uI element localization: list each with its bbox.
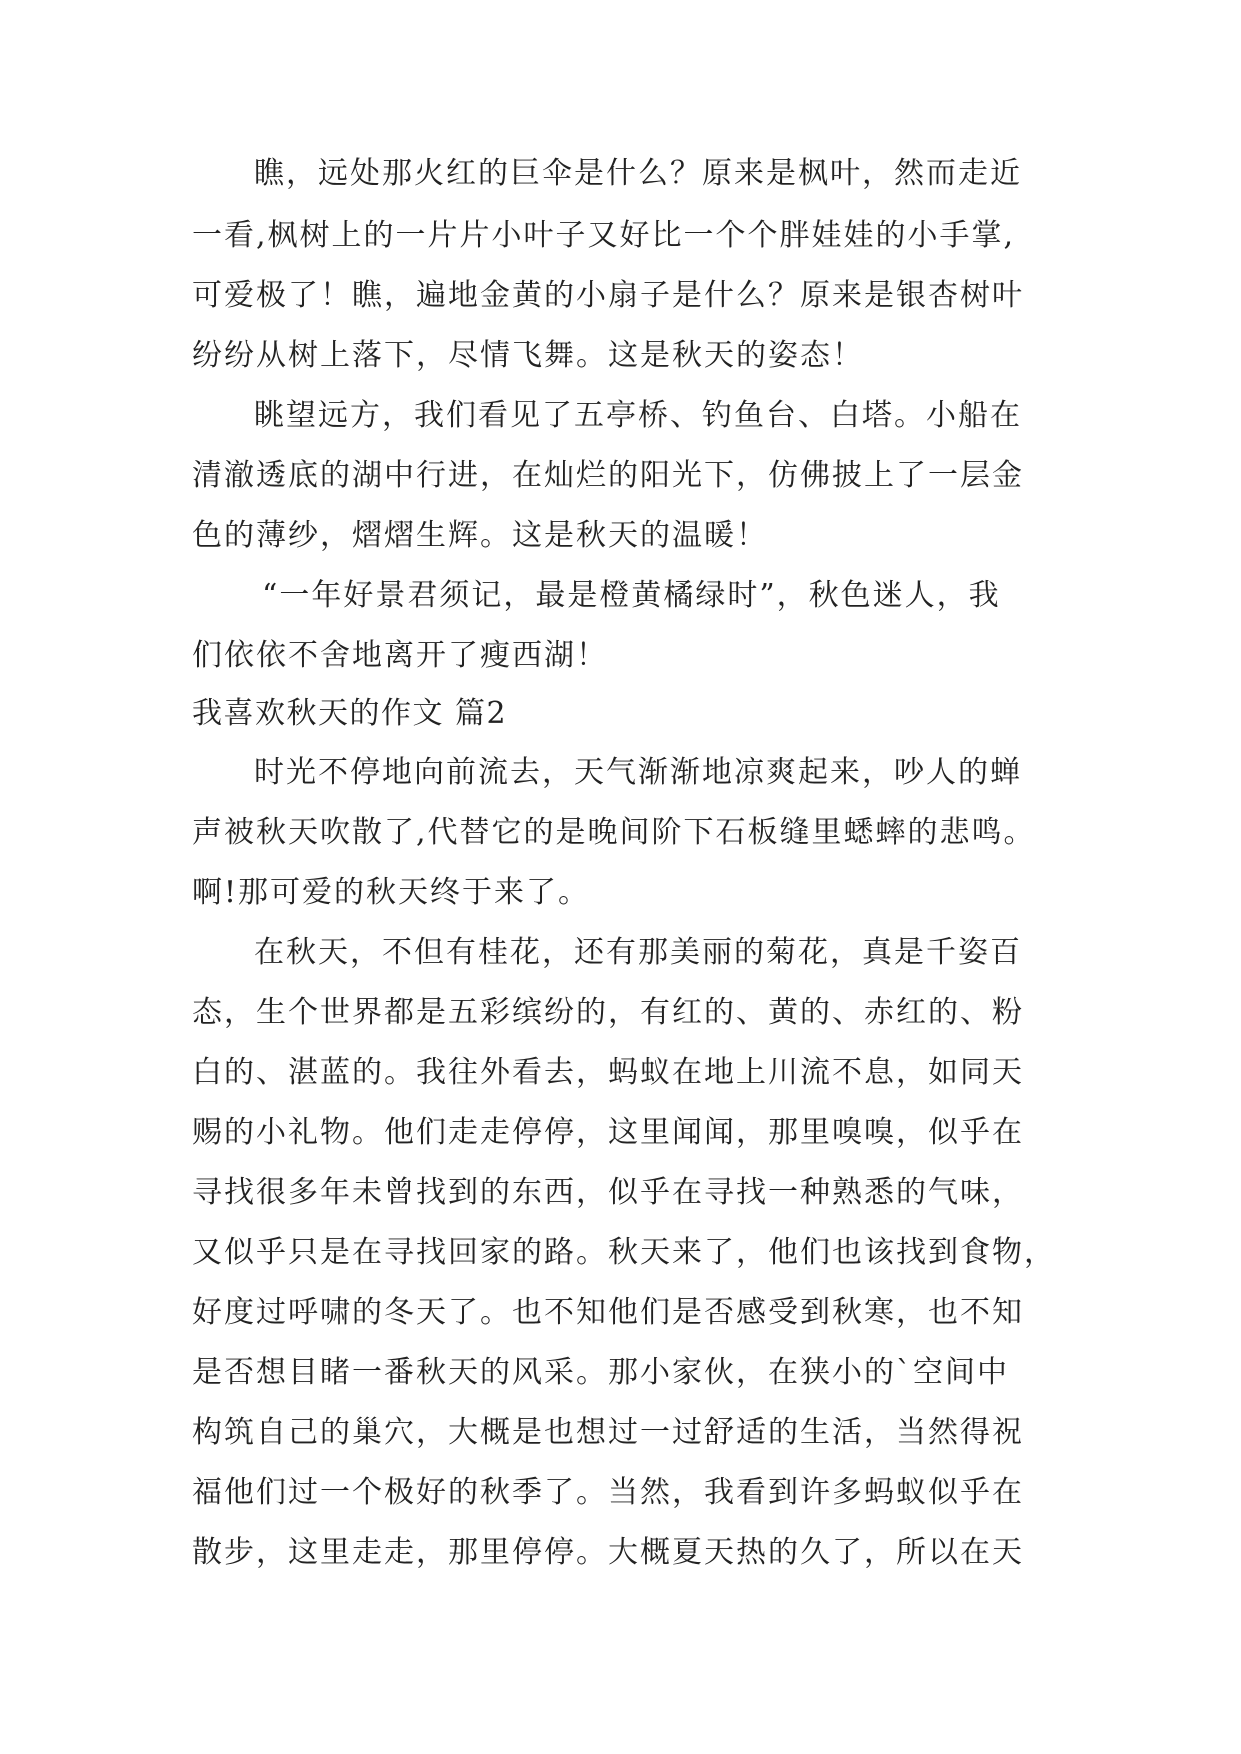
paragraph-line: 声被秋天吹散了,代替它的是晚间阶下石板缝里蟋蟀的悲鸣。: [192, 815, 1036, 850]
paragraph-line: 赐的小礼物。他们走走停停，这里闻闻，那里嗅嗅，似乎在: [192, 1115, 1024, 1150]
paragraph-line: 们依依不舍地离开了瘦西湖！: [192, 638, 608, 673]
paragraph-line: 时光不停地向前流去，天气渐渐地凉爽起来，吵人的蝉: [254, 755, 1022, 790]
paragraph-line: 啊!那可爱的秋天终于来了。: [192, 875, 591, 910]
paragraph-line: 态，生个世界都是五彩缤纷的，有红的、黄的、赤红的、粉: [192, 995, 1024, 1030]
paragraph-line: “一年好景君须记，最是橙黄橘绿时”，秋色迷人，我: [262, 578, 1001, 613]
paragraph-line: 纷纷从树上落下，尽情飞舞。这是秋天的姿态！: [192, 338, 864, 373]
paragraph-line: 又似乎只是在寻找回家的路。秋天来了，他们也该找到食物，: [192, 1235, 1056, 1270]
paragraph-line: 色的薄纱，熠熠生辉。这是秋天的温暖！: [192, 518, 768, 553]
paragraph-line: 清澈透底的湖中行进，在灿烂的阳光下，仿佛披上了一层金: [192, 458, 1024, 493]
paragraph-line: 在秋天，不但有桂花，还有那美丽的菊花，真是千姿百: [254, 935, 1022, 970]
paragraph-line: 寻找很多年未曾找到的东西，似乎在寻找一种熟悉的气味，: [192, 1175, 1024, 1210]
section-heading: 我喜欢秋天的作文 篇2: [192, 696, 508, 731]
paragraph-line: 白的、湛蓝的。我往外看去，蚂蚁在地上川流不息，如同天: [192, 1055, 1024, 1090]
paragraph-line: 眺望远方，我们看见了五亭桥、钓鱼台、白塔。小船在: [254, 398, 1022, 433]
paragraph-line: 构筑自己的巢穴，大概是也想过一过舒适的生活，当然得祝: [192, 1415, 1024, 1450]
paragraph-line: 散步，这里走走，那里停停。大概夏天热的久了，所以在天: [192, 1535, 1024, 1570]
paragraph-line: 一看,枫树上的一片片小叶子又好比一个个胖娃娃的小手掌,: [192, 218, 1016, 253]
paragraph-line: 好度过呼啸的冬天了。也不知他们是否感受到秋寒，也不知: [192, 1295, 1024, 1330]
paragraph-line: 是否想目睹一番秋天的风采。那小家伙，在狭小的`空间中: [192, 1355, 1009, 1390]
paragraph-line: 可爱极了！瞧，遍地金黄的小扇子是什么？原来是银杏树叶: [192, 278, 1024, 313]
paragraph-line: 福他们过一个极好的秋季了。当然，我看到许多蚂蚁似乎在: [192, 1475, 1024, 1510]
paragraph-line: 瞧，远处那火红的巨伞是什么？原来是枫叶，然而走近: [254, 156, 1022, 191]
